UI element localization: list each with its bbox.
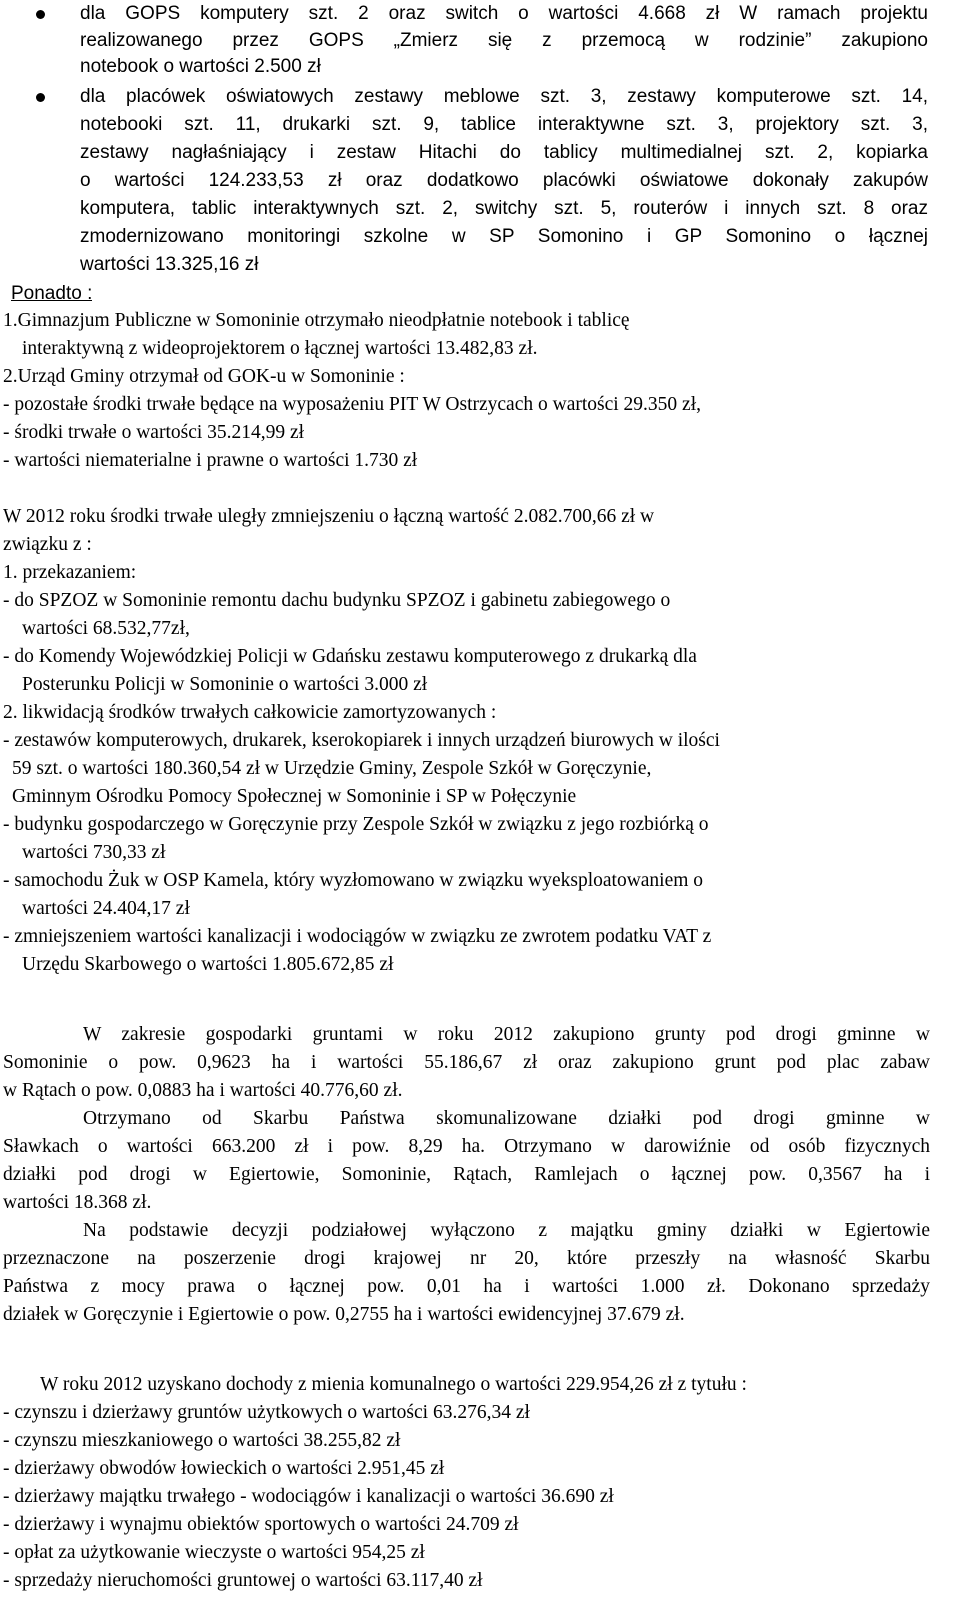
bullet-line: zmodernizowano monitoringi szkolne w SP Somonino i GP Somonino o łącznej: [80, 226, 928, 247]
reduction-line: Gminnym Ośrodku Pomocy Społecznej w Somoninie i SP w Połęczynie: [12, 786, 577, 807]
income-line: - dzierżawy obwodów łowieckich o wartości 2.951,45 zł: [3, 1458, 445, 1479]
land-line: Otrzymano od Skarbu Państwa skomunalizowane działki pod drogi gminne w: [83, 1108, 930, 1129]
land-line: Na podstawie decyzji podziałowej wyłączono z majątku gminy działki w Egiertowie: [83, 1220, 930, 1241]
reduction-line: wartości 730,33 zł: [22, 842, 166, 863]
reduction-line: 2. likwidacją środków trwałych całkowicie zamortyzowanych :: [3, 702, 497, 723]
bullet-dot-icon: [36, 93, 45, 102]
income-line: - sprzedaży nieruchomości gruntowej o wartości 63.117,40 zł: [3, 1570, 483, 1591]
reduction-line: 1. przekazaniem:: [3, 562, 137, 583]
ponadto-line: interaktywną z wideoprojektorem o łącznej wartości 13.482,83 zł.: [22, 338, 538, 359]
income-line: W roku 2012 uzyskano dochody z mienia komunalnego o wartości 229.954,26 zł z tytułu :: [40, 1374, 747, 1395]
land-line: W zakresie gospodarki gruntami w roku 2012 zakupiono grunty pod drogi gminne w: [83, 1024, 930, 1045]
bullet-line: dla placówek oświatowych zestawy meblowe szt. 3, zestawy komputerowe szt. 14,: [80, 86, 928, 107]
ponadto-line: - wartości niematerialne i prawne o wartości 1.730 zł: [3, 450, 418, 471]
ponadto-line: 1.Gimnazjum Publiczne w Somoninie otrzymało nieodpłatnie notebook i tablicę: [3, 310, 630, 331]
bullet-line: komputera, tablic interaktywnych szt. 2, switchy szt. 5, routerów i innych szt. 8 oraz: [80, 198, 928, 219]
land-line: przeznaczone na poszerzenie drogi krajowej nr 20, które przeszły na własność Skarbu: [3, 1248, 930, 1269]
reduction-line: wartości 24.404,17 zł: [22, 898, 190, 919]
bullet-dot-icon: [36, 10, 45, 19]
reduction-line: - zestawów komputerowych, drukarek, kserokopiarek i innych urządzeń biurowych w ilości: [3, 730, 720, 751]
bullet-line: notebook o wartości 2.500 zł: [80, 56, 321, 77]
ponadto-line: 2.Urząd Gminy otrzymał od GOK-u w Somoninie :: [3, 366, 405, 387]
land-line: Sławkach o wartości 663.200 zł i pow. 8,29 ha. Otrzymano w darowiźnie od osób fizycznych: [3, 1136, 930, 1157]
land-line: wartości 18.368 zł.: [3, 1192, 152, 1213]
land-line: działki pod drogi w Egiertowie, Somoninie, Rątach, Ramlejach o łącznej pow. 0,3567 ha i: [3, 1164, 930, 1185]
income-line: - dzierżawy i wynajmu obiektów sportowych o wartości 24.709 zł: [3, 1514, 519, 1535]
income-line: - czynszu mieszkaniowego o wartości 38.255,82 zł: [3, 1430, 401, 1451]
reduction-line: W 2012 roku środki trwałe uległy zmniejszeniu o łączną wartość 2.082.700,66 zł w: [3, 506, 655, 527]
reduction-line: - samochodu Żuk w OSP Kamela, który wyzłomowano w związku wyeksploatowaniem o: [3, 870, 704, 891]
land-line: Państwa z mocy prawa o łącznej pow. 0,01 ha i wartości 1.000 zł. Dokonano sprzedaży: [3, 1276, 930, 1297]
reduction-line: Urzędu Skarbowego o wartości 1.805.672,85 zł: [22, 954, 394, 975]
reduction-line: związku z :: [3, 534, 92, 555]
income-line: - dzierżawy majątku trwałego - wodociągów i kanalizacji o wartości 36.690 zł: [3, 1486, 614, 1507]
ponadto-heading: Ponadto :: [11, 283, 93, 304]
bullet-line: zestawy nagłaśniający i zestaw Hitachi do tablicy multimedialnej szt. 2, kopiarka: [80, 142, 928, 163]
land-line: działek w Goręczynie i Egiertowie o pow. 0,2755 ha i wartości ewidencyjnej 37.679 zł.: [3, 1304, 685, 1325]
bullet-line: notebooki szt. 11, drukarki szt. 9, tablice interaktywne szt. 3, projektory szt. 3,: [80, 114, 928, 135]
income-line: - opłat za użytkowanie wieczyste o wartości 954,25 zł: [3, 1542, 425, 1563]
reduction-line: 59 szt. o wartości 180.360,54 zł w Urzędzie Gminy, Zespole Szkół w Goręczynie,: [12, 758, 652, 779]
bullet-line: wartości 13.325,16 zł: [80, 254, 259, 275]
ponadto-line: - środki trwałe o wartości 35.214,99 zł: [3, 422, 305, 443]
land-line: Somoninie o pow. 0,9623 ha i wartości 55.186,67 zł oraz zakupiono grunt pod plac zabaw: [3, 1052, 930, 1073]
reduction-line: - zmniejszeniem wartości kanalizacji i wodociągów w związku ze zwrotem podatku VAT z: [3, 926, 712, 947]
bullet-line: o wartości 124.233,53 zł oraz dodatkowo placówki oświatowe dokonały zakupów: [80, 170, 928, 191]
reduction-line: - do SPZOZ w Somoninie remontu dachu budynku SPZOZ i gabinetu zabiegowego o: [3, 590, 671, 611]
bullet-line: dla GOPS komputery szt. 2 oraz switch o wartości 4.668 zł W ramach projektu: [80, 3, 928, 24]
bullet-line: realizowanego przez GOPS „Zmierz się z przemocą w rodzinie” zakupiono: [80, 30, 928, 51]
reduction-line: - do Komendy Wojewódzkiej Policji w Gdańsku zestawu komputerowego z drukarką dla: [3, 646, 697, 667]
land-line: w Rątach o pow. 0,0883 ha i wartości 40.776,60 zł.: [3, 1080, 403, 1101]
reduction-line: Posterunku Policji w Somoninie o wartości 3.000 zł: [22, 674, 428, 695]
reduction-line: wartości 68.532,77zł,: [22, 618, 190, 639]
ponadto-line: - pozostałe środki trwałe będące na wyposażeniu PIT W Ostrzycach o wartości 29.350 zł,: [3, 394, 701, 415]
income-line: - czynszu i dzierżawy gruntów użytkowych o wartości 63.276,34 zł: [3, 1402, 530, 1423]
reduction-line: - budynku gospodarczego w Goręczynie przy Zespole Szkół w związku z jego rozbiórką o: [3, 814, 709, 835]
